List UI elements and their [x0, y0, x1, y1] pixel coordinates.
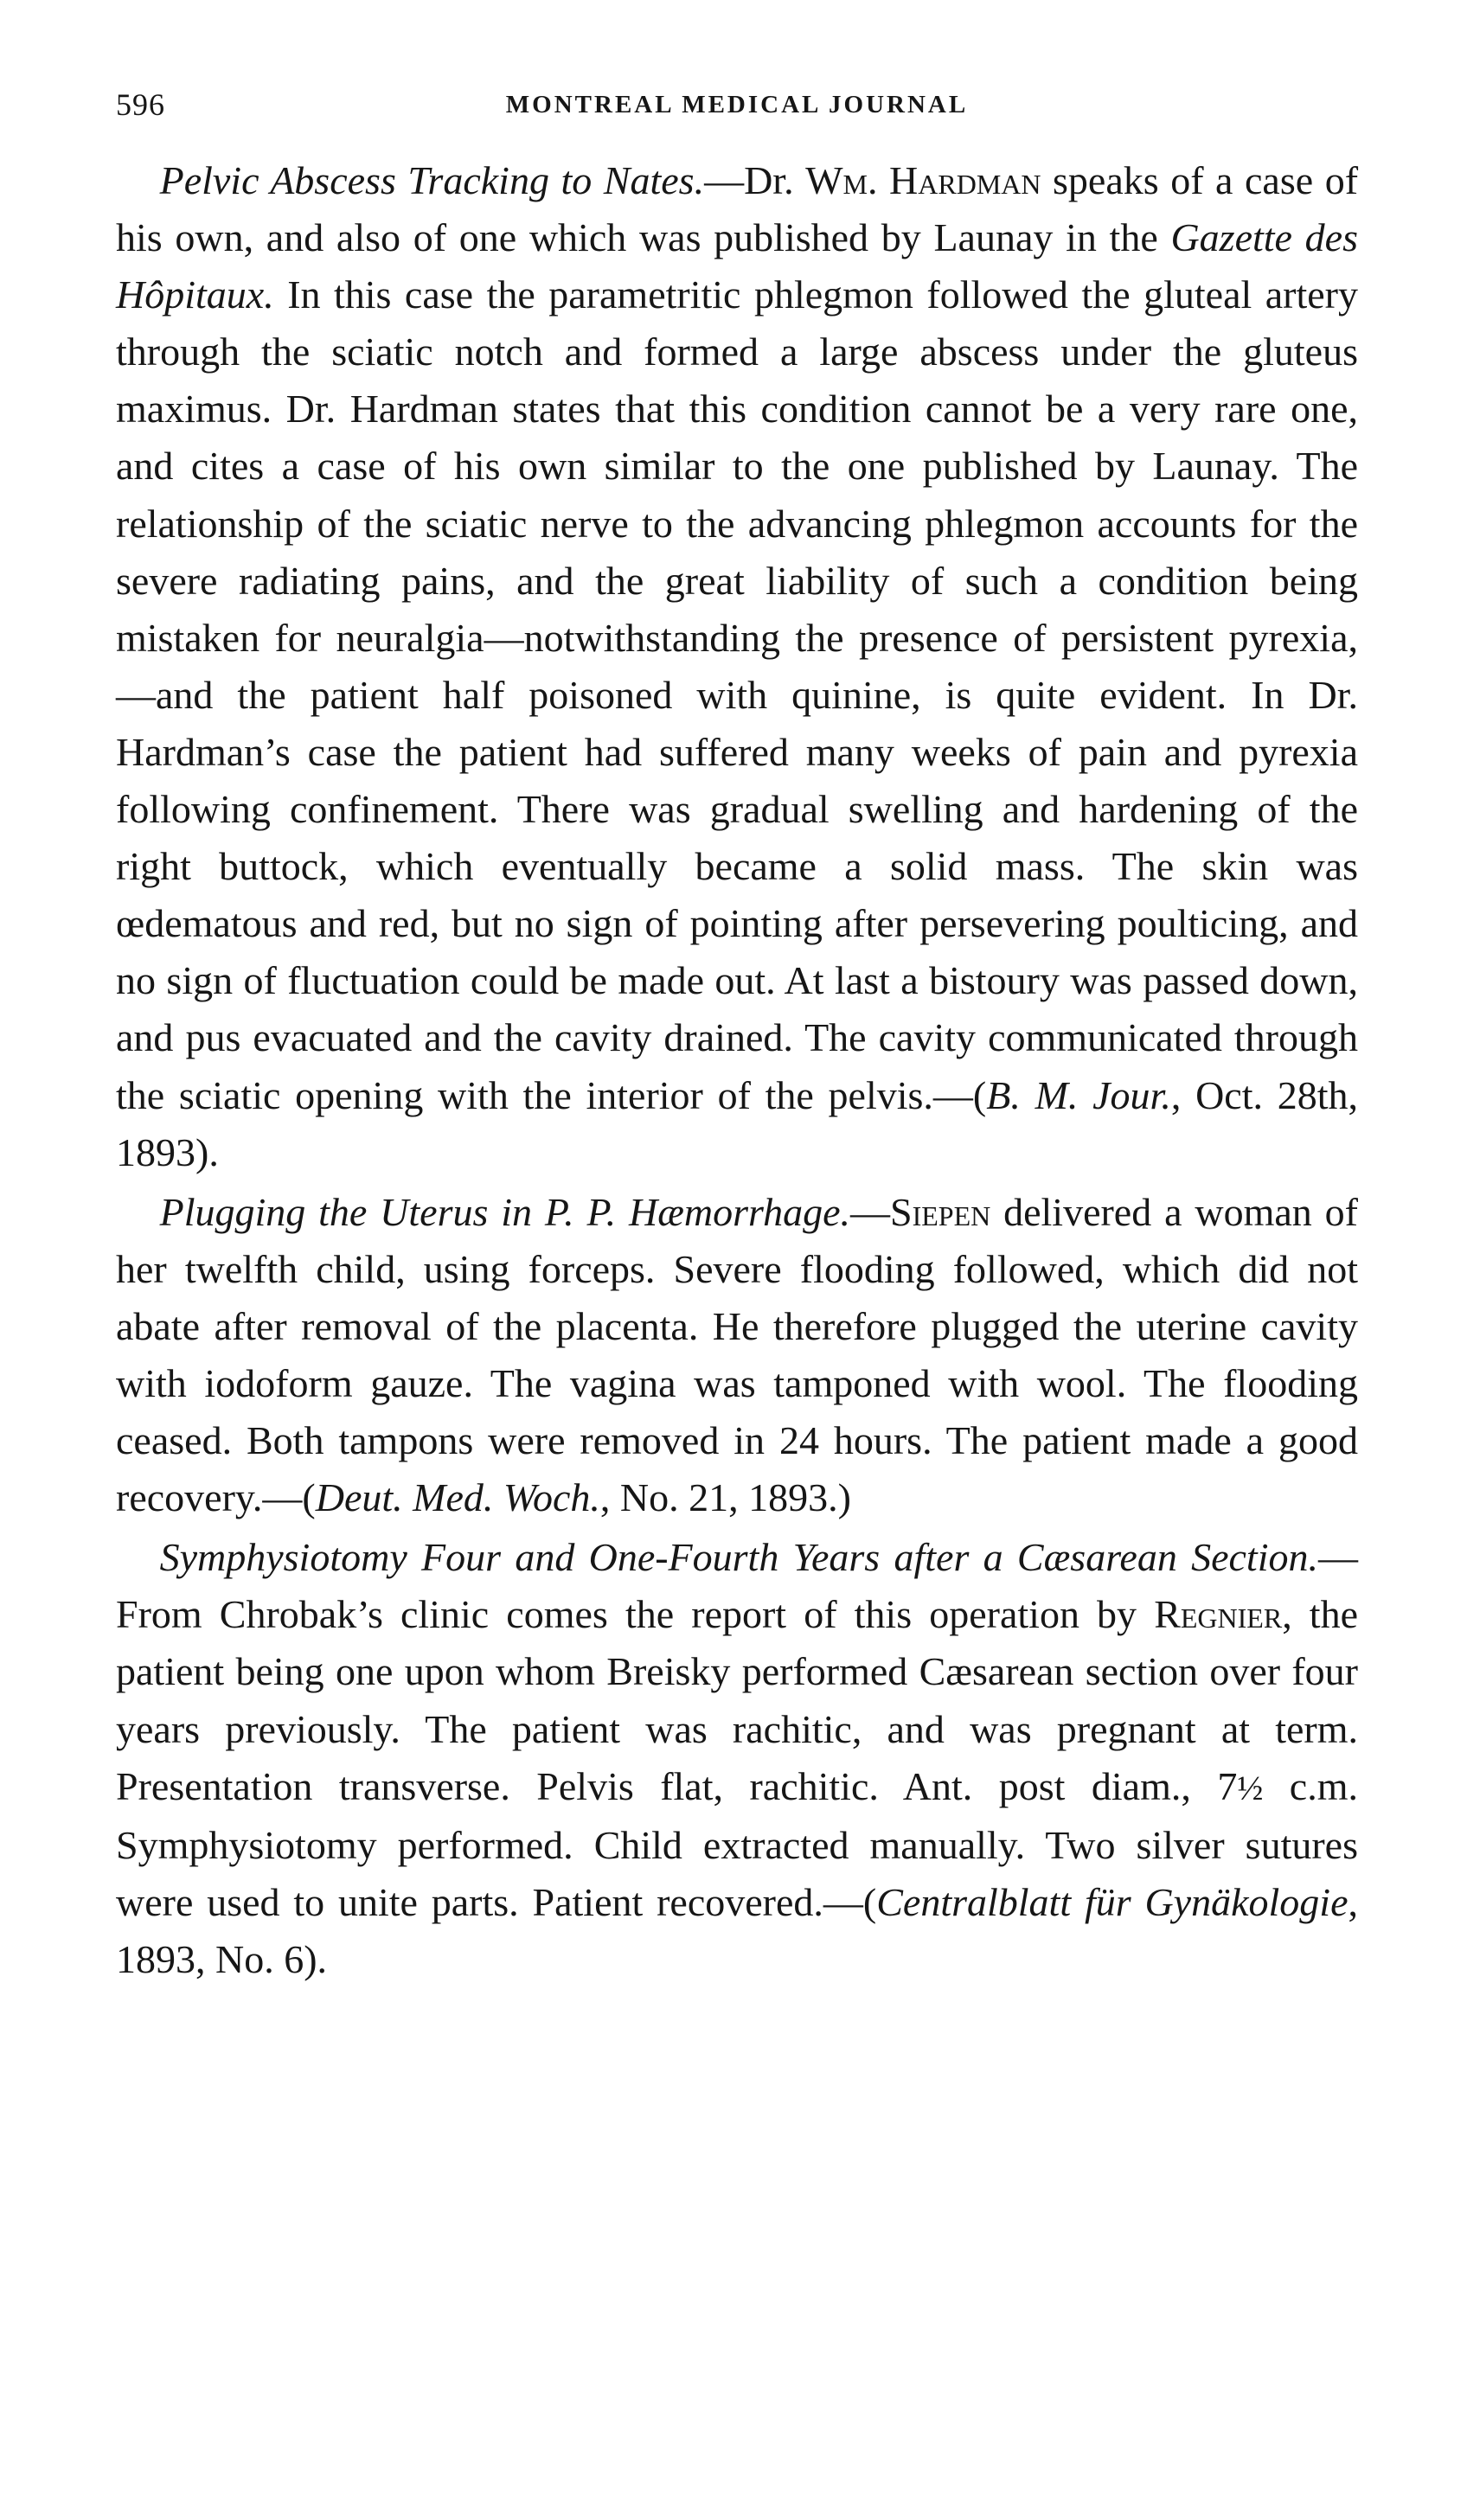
- heading-dash: —: [1318, 1535, 1358, 1580]
- article-heading: Symphysiotomy Four and One-Fourth Years after a Cæsarean Section.: [159, 1535, 1318, 1580]
- article-text: , No. 21, 1893.): [599, 1475, 851, 1520]
- article-text: From Chrobak’s clinic comes the report of this operation by: [116, 1592, 1155, 1637]
- article-text: , the patient being one upon whom Breisky performed Cæsarean section over four years previously. The patient was rachitic, and was pregnant at term. Presentation transverse. Pelvis flat, rachitic. Ant. post diam., 7: [116, 1592, 1359, 1808]
- running-header: [116, 83, 1358, 152]
- journal-page: [116, 83, 1358, 1988]
- article-text: c.m. Symphysiotomy performed. Child extracted manually. Two silver sutures were used to unite parts. Patient recovered.—(: [116, 1763, 1359, 1924]
- article-text: delivered a woman of her twelfth child, using forceps. Severe flooding followed, which did not abate after removal of the placenta. He therefore plugged the uterine cavity with iodoform gauze. The vagina was tamponed with wool. The flooding ceased. Both tampons were removed in 24 hours. The patient made a good recovery.—(: [116, 1189, 1358, 1520]
- source-citation: B. M. Jour.: [986, 1072, 1171, 1117]
- article-pelvic-abscess: [116, 152, 1358, 1181]
- heading-dash: —: [849, 1189, 890, 1234]
- article-author: Regnier: [1154, 1592, 1283, 1637]
- article-author: Siepen: [889, 1189, 991, 1234]
- article-symphysiotomy: [116, 1529, 1358, 1988]
- heading-dash: —: [704, 158, 745, 202]
- article-heading: Pelvic Abscess Tracking to Nates.: [159, 158, 705, 202]
- article-author: Wm. Hardman: [805, 158, 1041, 202]
- journal-title: MONTREAL MEDICAL JOURNAL: [505, 91, 969, 118]
- source-citation: Centralblatt für Gynäkologie: [876, 1879, 1348, 1924]
- journal-citation: Gazette des Hôpitaux.: [116, 215, 1358, 317]
- page-number: 596: [116, 87, 165, 122]
- article-text: In this case the parametritic phlegmon followed the gluteal artery through the sciatic notch and formed a large abscess under the gluteus maximus. Dr. Hardman states that this condition cannot be a very rare one, and cites a case of his own similar to the one published by Launay. The relationship of the sciatic nerve to the advancing phlegmon accounts for the severe radiating pains, and the great liability of such a condition being mistaken for neuralgia—notwithstanding the presence of persistent pyrexia,—and the patient half poisoned with quinine, is quite evident. In Dr. Hardman’s case the patient had suffered many weeks of pain and pyrexia following confinement. There was gradual swelling and hardening of the right buttock, which eventually became a solid mass. The skin was œdematous and red, but no sign of pointing after persevering poulticing, and no sign of fluctuation could be made out. At last a bistoury was passed down, and pus evacuated and the cavity drained. The cavity communicated through the sciatic opening with the interior of the pelvis.—(: [116, 272, 1358, 1117]
- article-heading: Plugging the Uterus in P. P. Hæmorrhage.: [159, 1189, 850, 1234]
- article-text: speaks of a case of his own, and also of one which was published by Launay in the: [116, 158, 1359, 260]
- article-text: , 1893, No. 6).: [116, 1879, 1358, 1981]
- source-citation: Deut. Med. Woch.: [315, 1475, 600, 1520]
- article-plugging-uterus: [116, 1184, 1358, 1527]
- author-prefix: Dr.: [744, 158, 806, 202]
- fraction: ½: [1237, 1768, 1264, 1807]
- article-text: , Oct. 28th, 1893).: [116, 1072, 1359, 1174]
